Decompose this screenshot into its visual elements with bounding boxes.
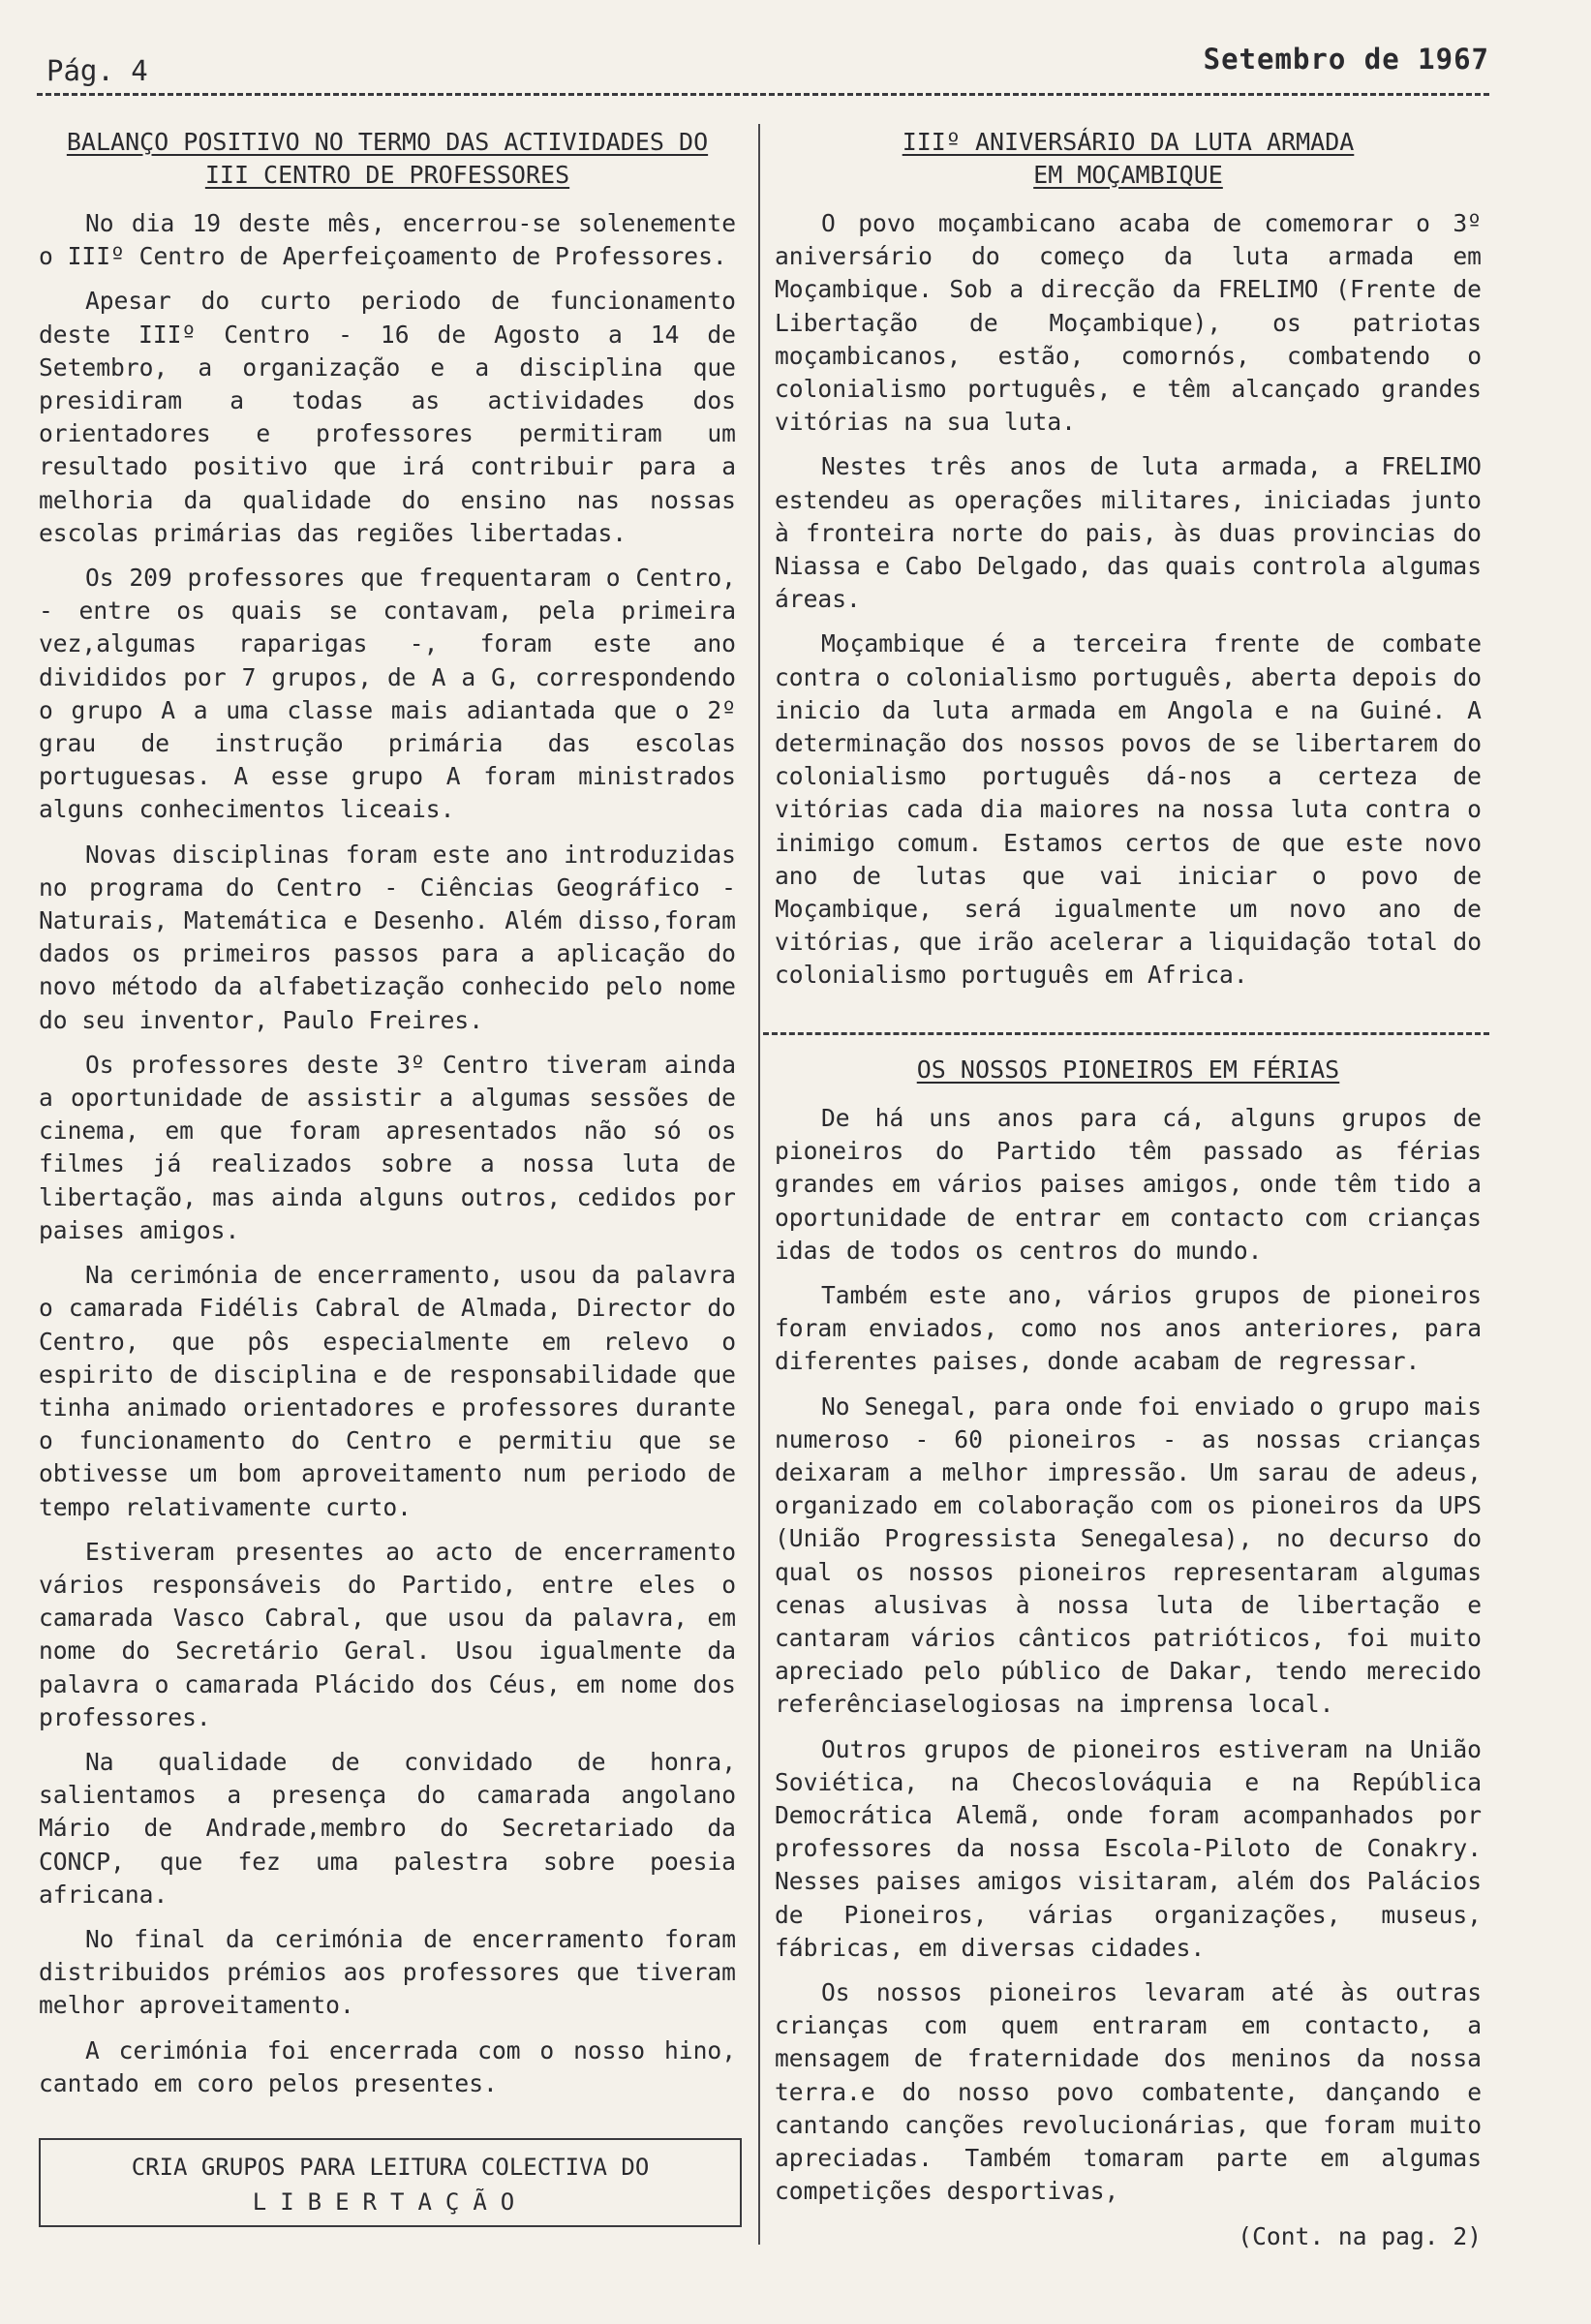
headline-line-1: BALANÇO POSITIVO NO TERMO DAS ACTIVIDADES DO (66, 128, 709, 156)
headline-line-2: III CENTRO DE PROFESSORES (204, 161, 570, 189)
paragraph: A cerimónia foi encerrada com o nosso hino, cantado em coro pelos presentes. (39, 2035, 736, 2097)
paragraph: Novas disciplinas foram este ano introduzidas no programa do Centro - Ciências Geográfico - Naturais, Matemática e Desenho. Além disso,foram dados os primeiros passos para a aplicação do novo método da alfabetização conhecido pelo nome do seu inventor, Paulo Freires. (39, 840, 736, 1034)
paragraph: Os professores deste 3º Centro tiveram ainda a oportunidade de assistir a algumas sessões de cinema, em que foram apresentados não só os filmes já realizados sobre a nossa luta de libertação, mas ainda alguns outros, cedidos por paises amigos. (39, 1050, 736, 1244)
paragraph: Na cerimónia de encerramento, usou da palavra o camarada Fidélis Cabral de Almada, Director do Centro, que pôs especialmente em relevo o espirito de disciplina e de responsabilidade que tinha animado orientadores e professores durante o funcionamento do Centro e permitiu que se obtivesse um bom aproveitamento num periodo de tempo relativamente curto. (39, 1261, 736, 1521)
continuation-note: (Cont. na pag. 2) (1238, 2221, 1482, 2250)
notice-line-2: LIBERTAÇÃO (252, 2188, 529, 2216)
article-mocambique (775, 126, 1482, 1004)
paragraph: Apesar do curto periodo de funcionamento deste IIIº Centro - 16 de Agosto a 14 de Setembro, a organização e a disciplina que presidiram a todas as actividades dos orientadores e professores permitiram um resultado positivo que irá contribuir para a melhoria da qualidade do ensino nas nossas escolas primárias das regiões libertadas. (39, 287, 736, 547)
page-number: Pág. 4 (46, 54, 148, 87)
paragraph: Moçambique é a terceira frente de combate contra o colonialismo português, aberta depois do inicio da luta armada em Angola e na Guiné. A determinação dos nossos povos de se libertarem do colonialismo português dá-nos a certeza de vitórias cada dia maiores na nossa luta contra o inimigo comum. Estamos certos de que este novo ano de lutas que vai iniciar o povo de Moçambique, será igualmente um novo ano de vitórias, que irão acelerar a liquidação total do colonialismo português em Africa. (775, 629, 1482, 990)
paragraph: Também este ano, vários grupos de pioneiros foram enviados, como nos anos anteriores, para diferentes paises, donde acabam de regressar. (775, 1281, 1482, 1376)
headline-line-2: EM MOÇAMBIQUE (1033, 161, 1223, 189)
paragraph: Outros grupos de pioneiros estiveram na União Soviética, na Checoslováquia e na República Democrática Alemã, onde foram acompanhados por professores da nossa Escola-Piloto de Conakry. Nesses paises amigos visitaram, além dos Palácios de Pioneiros, várias organizações, museus, fábricas, em diversas cidades. (775, 1734, 1482, 1962)
paragraph: Nestes três anos de luta armada, a FRELIMO estendeu as operações militares, iniciadas junto à fronteira norte do pais, às duas provincias do Niassa e Cabo Delgado, das quais controla algumas áreas. (775, 452, 1482, 614)
paragraph: No Senegal, para onde foi enviado o grupo mais numeroso - 60 pioneiros - as nossas crianças deixaram a melhor impressão. Um sarau de adeus, organizado em colaboração com os pioneiros da UPS (União Progressista Senegalesa), no decurso do qual os nossos pioneiros representaram algumas cenas alusivas à nossa luta de libertação e cantaram vários cânticos patrióticos, foi muito apreciado pelo público de Dakar, tendo merecido referênciaselogiosas na imprensa local. (775, 1391, 1482, 1719)
article-pioneiros (775, 1054, 1482, 2253)
paragraph: Os 209 professores que frequentaram o Centro, - entre os quais se contavam, pela primeira vez,algumas raparigas -, foram este ano divididos por 7 grupos, de A a G, correspondendo o grupo A a uma classe mais adiantada que o 2º grau de instrução primária das escolas portuguesas. A esse grupo A foram ministrados alguns conhecimentos liceais. (39, 564, 736, 824)
page-header (37, 37, 1489, 95)
paragraph: No dia 19 deste mês, encerrou-se solenemente o IIIº Centro de Aperfeiçoamento de Professores. (39, 209, 736, 271)
headline-line-1: IIIº ANIVERSÁRIO DA LUTA ARMADA (902, 128, 1355, 156)
article-centro-professores (39, 126, 736, 2112)
header-divider (37, 93, 1489, 96)
paragraph: Os nossos pioneiros levaram até às outras crianças com quem entraram em contacto, a mensagem de fraternidade dos meninos da nossa terra.e do nosso povo combatente, dançando e cantando canções revolucionárias, que foram muito apreciadas. Também tomaram parte em algumas competições desportivas, (775, 1978, 1482, 2206)
section-divider (763, 1032, 1489, 1035)
paragraph: Na qualidade de convidado de honra, salientamos a presença do camarada angolano Mário de Andrade,membro do Secretariado da CONCP, que fez uma palestra sobre poesia africana. (39, 1747, 736, 1909)
boxed-notice (39, 2138, 742, 2227)
column-divider (758, 124, 760, 2245)
article-headline (39, 126, 736, 192)
paragraph: De há uns anos para cá, alguns grupos de pioneiros do Partido têm passado as férias grandes em vários paises amigos, onde têm tido a oportunidade de entrar em contacto com crianças idas de todos os centros do mundo. (775, 1104, 1482, 1265)
article-headline: OS NOSSOS PIONEIROS EM FÉRIAS (916, 1055, 1340, 1084)
article-headline (775, 126, 1482, 192)
paragraph: Estiveram presentes ao acto de encerramento vários responsáveis do Partido, entre eles o camarada Vasco Cabral, que usou da palavra, em nome do Secretário Geral. Usou igualmente da palavra o camarada Plácido dos Céus, em nome dos professores. (39, 1537, 736, 1731)
issue-date: Setembro de 1967 (1203, 43, 1489, 76)
paragraph: No final da cerimónia de encerramento foram distribuidos prémios aos professores que tiveram melhor aproveitamento. (39, 1924, 736, 2020)
paragraph: O povo moçambicano acaba de comemorar o 3º aniversário do começo da luta armada em Moçambique. Sob a direcção da FRELIMO (Frente de Libertação de Moçambique), os patriotas moçambicanos, estão, comornós, combatendo o colonialismo português, e têm alcançado grandes vitórias na sua luta. (775, 209, 1482, 437)
notice-line-1: CRIA GRUPOS PARA LEITURA COLECTIVA DO (131, 2154, 650, 2181)
